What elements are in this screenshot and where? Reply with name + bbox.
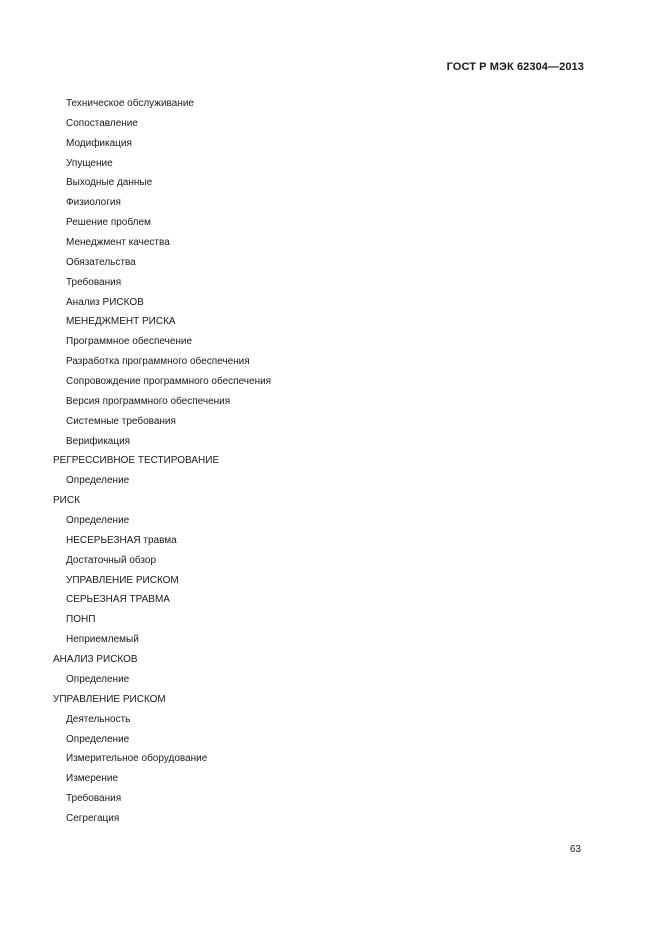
subject-index-list <box>0 97 271 832</box>
index-subentry: Сегрегация <box>66 812 120 824</box>
index-subentry: Определение <box>66 475 130 487</box>
index-subentry: Неприемлемый <box>66 634 139 646</box>
index-heading: АНАЛИЗ РИСКОВ <box>53 654 138 666</box>
index-subentry: Достаточный обзор <box>66 554 157 566</box>
document-header: ГОСТ Р МЭК 62304—2013 <box>446 61 584 73</box>
index-subentry: Техническое обслуживание <box>66 98 194 109</box>
index-subentry: Верификация <box>66 435 131 447</box>
index-subentry: Физиология <box>66 197 121 209</box>
index-subentry: Сопровождение программного обеспечения <box>66 376 272 388</box>
index-subentry: Деятельность <box>66 713 131 725</box>
index-subentry: Определение <box>66 673 130 685</box>
index-subentry: Измерение <box>66 773 119 785</box>
index-subentry: Системные требования <box>66 415 176 427</box>
index-subentry: Разработка программного обеспечения <box>66 356 250 368</box>
index-subentry: Сопоставление <box>66 117 138 129</box>
index-subentry: Решение проблем <box>66 217 151 229</box>
index-subentry: УПРАВЛЕНИЕ РИСКОМ <box>66 574 179 586</box>
index-heading: РИСК <box>53 495 80 507</box>
index-subentry: Анализ РИСКОВ <box>66 296 144 308</box>
index-subentry: Требования <box>66 276 122 288</box>
index-subentry: МЕНЕДЖМЕНТ РИСКА <box>66 316 176 328</box>
index-subentry: Упущение <box>66 157 113 169</box>
index-subentry: ПОНП <box>66 614 96 626</box>
index-subentry: Версия программного обеспечения <box>66 395 231 407</box>
index-subentry: Требования <box>66 793 122 805</box>
index-subentry: Определение <box>66 515 130 527</box>
page-number: 63 <box>569 844 581 855</box>
index-subentry: Выходные данные <box>66 177 153 189</box>
index-subentry: НЕСЕРЬЕЗНАЯ травма <box>66 534 177 546</box>
index-subentry: Программное обеспечение <box>66 336 193 348</box>
index-heading: УПРАВЛЕНИЕ РИСКОМ <box>53 693 166 705</box>
index-subentry: Определение <box>66 733 130 745</box>
index-heading: РЕГРЕССИВНОЕ ТЕСТИРОВАНИЕ <box>53 455 220 467</box>
index-subentry: Модификация <box>66 137 132 149</box>
index-subentry: СЕРЬЕЗНАЯ ТРАВМА <box>66 594 170 606</box>
index-subentry: Обязательства <box>66 256 136 268</box>
index-subentry: Менеджмент качества <box>66 237 170 249</box>
index-subentry: Измерительное оборудование <box>66 753 208 765</box>
